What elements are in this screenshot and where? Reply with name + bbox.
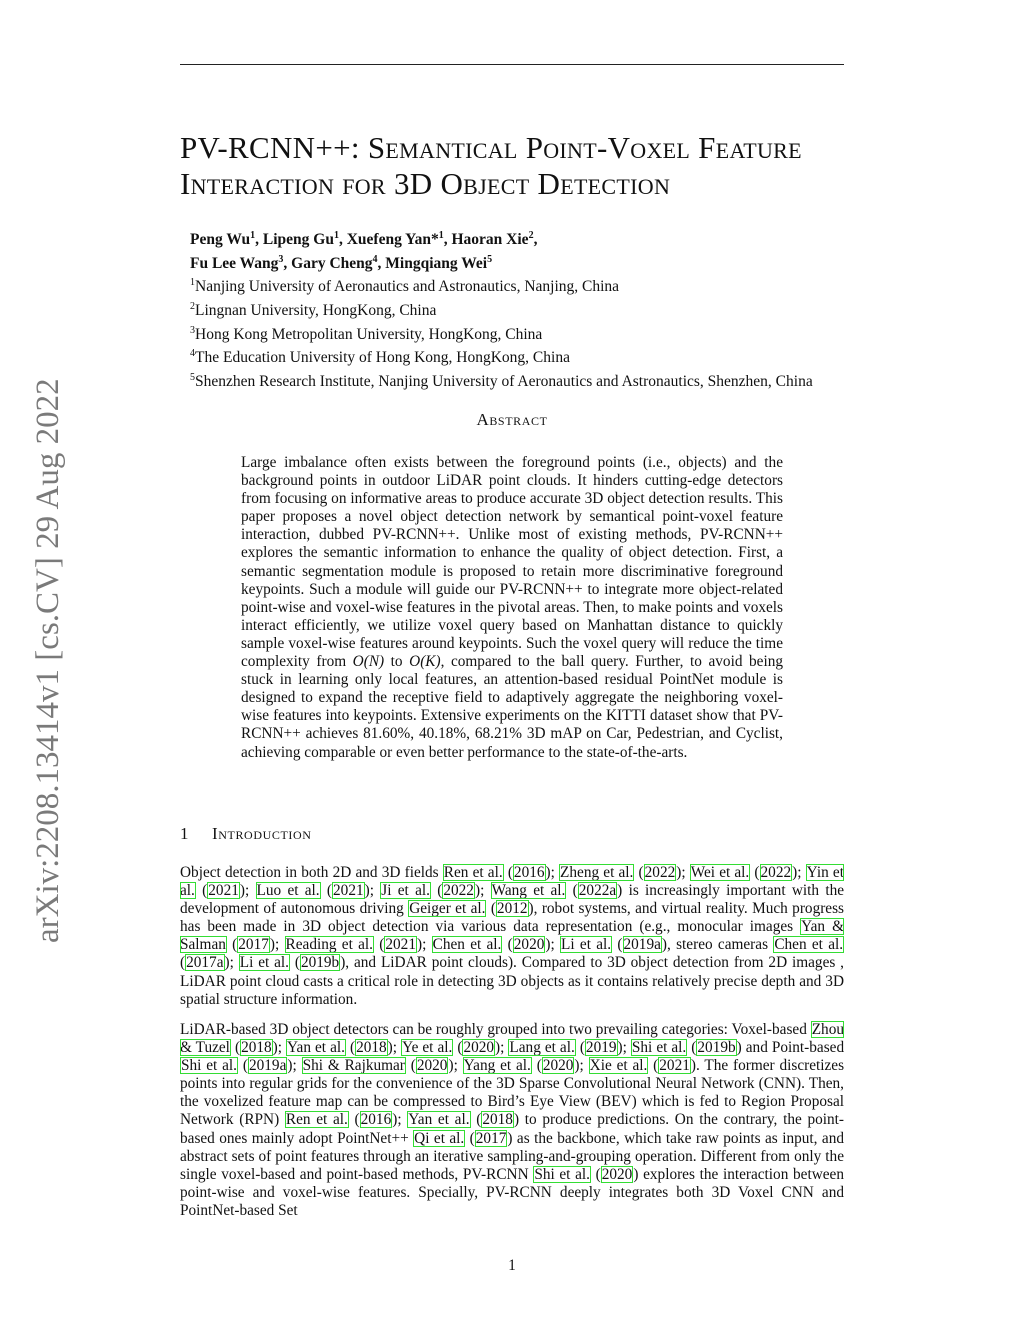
text-run: ; xyxy=(797,864,806,881)
citation: Yan & Salman (2017) xyxy=(180,918,844,954)
citation-author-link[interactable]: Yan et al. xyxy=(408,1111,470,1129)
citation-year-link[interactable]: 2019 xyxy=(585,1039,617,1057)
citation-author-link[interactable]: Shi et al. xyxy=(181,1057,238,1075)
citation-year-link[interactable]: 2018 xyxy=(482,1111,513,1129)
citation-author-link[interactable]: Wei et al. xyxy=(690,864,750,881)
author-affiliation-mark: 1 xyxy=(250,230,256,241)
text-run: ; xyxy=(579,1057,589,1075)
math-expression: O(N) xyxy=(352,653,385,671)
affiliation-mark: 1 xyxy=(190,277,195,289)
text-run: . The former discretizes points into regular grids for the convenience of the 3D Sparse Convolutional Neural Network (CNN). Then, the voxelized feature map can be compressed to Bird’s Eye View (BEV) which is fed to Region Proposal Network (RPN) xyxy=(180,1057,845,1129)
author-affiliation-mark: 5 xyxy=(487,253,493,265)
citation-author-link[interactable]: Chen et al. xyxy=(774,936,844,954)
citation: Zheng et al. (2022) xyxy=(560,864,682,881)
citation-author-link[interactable]: Yan & Salman xyxy=(180,918,844,954)
affiliation xyxy=(190,273,880,297)
citation: Luo et al. (2021) xyxy=(256,882,370,900)
title-line-1: PV-RCNN++: Semantical Point-Voxel Feature xyxy=(180,130,802,165)
citation-author-link[interactable]: Yan et al. xyxy=(287,1039,345,1057)
citation-year-link[interactable]: 2018 xyxy=(356,1039,387,1057)
text-run: , robot systems, and virtual reality. Much progress has been made in 3D object detection via various data representation (e.g., monocular images xyxy=(180,900,845,936)
citation-author-link[interactable]: Shi et al. xyxy=(631,1039,687,1057)
text-run: ; xyxy=(500,1039,509,1057)
citation-year-link[interactable]: 2021 xyxy=(385,936,416,954)
affiliation-text: Hong Kong Metropolitan University, HongKong, China xyxy=(195,325,543,343)
citation: Lang et al. (2019) xyxy=(509,1039,623,1057)
citation-author-link[interactable]: Ren et al. xyxy=(443,864,503,881)
text-run: ; xyxy=(229,954,239,972)
text-run: Large imbalance often exists between the foreground points (i.e., objects) and the background points in outdoor LiDAR point clouds. It hinders cutting-edge detectors from focusing on informative areas to produce accurate 3D object detection results. This paper proposes a novel object detection network by semantical point-voxel feature interaction, dubbed PV-RCNN++. Unlike most of existing methods, PV-RCNN++ explores the semantic information to enhance the quality of object detection. First, a semantic segmentation module is proposed to retain more discriminative foreground keypoints. Such a module will guide our PV-RCNN++ to integrate more object-related point-wise and voxel-wise features in the pivotal areas. Then, to make points and voxels interact efficiently, we utilize voxel query based on Manhattan distance to quickly sample voxel-wise features around keypoints. Such the voxel query will reduce the time complexity from xyxy=(241,454,783,671)
affiliation-mark: 5 xyxy=(190,371,195,383)
citation-year-link[interactable]: 2020 xyxy=(601,1165,633,1183)
citation-year-link[interactable]: 2021 xyxy=(333,882,364,900)
text-run: ; xyxy=(480,882,491,900)
citation-year-link[interactable]: 2020 xyxy=(416,1057,448,1075)
text-run: Object detection in both 2D and 3D fields xyxy=(180,864,443,881)
citation-author-link[interactable]: Reading et al. xyxy=(285,936,373,954)
affiliation xyxy=(190,344,880,368)
citation-year-link[interactable]: 2021 xyxy=(659,1057,690,1075)
citation: Chen et al. (2020) xyxy=(432,936,551,954)
citation-author-link[interactable]: Qi et al. xyxy=(414,1129,465,1147)
citation: Ji et al. (2022) xyxy=(381,882,481,900)
author-name: Haoran Xie xyxy=(451,231,529,249)
citation-author-link[interactable]: Chen et al. xyxy=(432,936,502,954)
citation-author-link[interactable]: Yang et al. xyxy=(463,1057,531,1075)
citation-year-link[interactable]: 2022 xyxy=(443,882,474,900)
citation-year-link[interactable]: 2019b xyxy=(697,1039,736,1057)
author-affiliation-mark: 1 xyxy=(438,230,444,241)
text-run: , stereo cameras xyxy=(667,936,774,954)
citation-year-link[interactable]: 2020 xyxy=(542,1057,574,1075)
affiliation-text: The Education University of Hong Kong, HongKong, China xyxy=(195,349,570,367)
text-run: ; xyxy=(550,936,561,954)
citation-author-link[interactable]: Ye et al. xyxy=(402,1039,453,1057)
text-run: ; xyxy=(392,1039,402,1057)
text-run: LiDAR-based 3D object detectors can be roughly grouped into two prevailing categories: Voxel-based xyxy=(180,1021,811,1038)
author-affiliation-mark: 1 xyxy=(333,230,339,241)
citation-author-link[interactable]: Ji et al. xyxy=(381,882,430,900)
citation-author-link[interactable]: Wang et al. xyxy=(491,882,566,900)
citation-year-link[interactable]: 2016 xyxy=(513,864,545,881)
section-number: 1 xyxy=(180,824,190,843)
citation: Xie et al. (2021) xyxy=(589,1057,696,1075)
affiliation-mark: 2 xyxy=(190,300,195,312)
affiliation-mark: 3 xyxy=(190,324,195,336)
citation: Yan et al. (2018) xyxy=(408,1111,520,1129)
citation: Shi et al. (2019b) xyxy=(631,1039,742,1057)
author-block xyxy=(190,226,880,392)
affiliation-text: Lingnan University, HongKong, China xyxy=(195,302,437,320)
citation: Li et al. (2019b) xyxy=(239,954,346,972)
citation: Ren et al. (2016) xyxy=(285,1111,398,1129)
text-run: ; xyxy=(681,864,690,881)
citation-author-link[interactable]: Li et al. xyxy=(561,936,612,954)
text-run: ; xyxy=(277,1039,287,1057)
text-run: ; xyxy=(453,1057,463,1075)
citation: Yin et al. (2021) xyxy=(180,864,844,900)
title-line-2: Interaction for 3D Object Detection xyxy=(180,166,671,201)
author-name: Lipeng Gu xyxy=(262,231,334,249)
citation: Yan et al. (2018) xyxy=(287,1039,393,1057)
affiliation xyxy=(190,368,880,392)
citation-author-link[interactable]: Zheng et al. xyxy=(560,864,634,881)
citation-author-link[interactable]: Li et al. xyxy=(239,954,289,972)
citation: Shi & Rajkumar (2020) xyxy=(302,1057,454,1075)
citation-year-link[interactable]: 2017 xyxy=(238,936,269,954)
citation-year-link[interactable]: 2017a xyxy=(186,954,224,972)
affiliation-text: Shenzhen Research Institute, Nanjing University of Aeronautics and Astronautics, Shenzhen, China xyxy=(195,373,813,391)
citation: Wang et al. (2022a) xyxy=(491,882,623,900)
text-run: ; xyxy=(274,936,285,954)
citation-year-link[interactable]: 2022a xyxy=(578,882,617,900)
author-affiliation-mark: 3 xyxy=(278,253,284,265)
header-rule xyxy=(180,64,844,65)
arxiv-identifier-stamp[interactable]: arXiv:2208.13414v1 [cs.CV] 29 Aug 2022 xyxy=(30,378,66,943)
text-run: ; xyxy=(622,1039,631,1057)
citation-year-link[interactable]: 2021 xyxy=(208,882,239,900)
citation: Chen et al. (2017a) xyxy=(180,936,844,972)
citation-year-link[interactable]: 2018 xyxy=(241,1039,272,1057)
text-run: as the backbone, which take raw points as input, and abstract sets of point features through an iterative sampling-and-grouping operation. Different from only the single voxel-based and point-based methods, PV-RCNN xyxy=(180,1129,844,1183)
text-run: , compared to the ball query. Further, to avoid being stuck in learning only local features, an attention-based residual PointNet module is designed to expand the receptive field to adaptively aggregate the neighboring voxel-wise features into keypoints. Extensive experiments on the KITTI dataset show that PV-RCNN++ achieves 81.60%, 40.18%, 68.21% 3D mAP on Car, Pedestrian, and Cyclist, achieving comparable or even better performance to the state-of-the-arts. xyxy=(241,653,784,761)
citation-author-link[interactable]: Lang et al. xyxy=(509,1039,575,1057)
section-title: Introduction xyxy=(212,824,312,843)
text-run: and Point-based xyxy=(741,1039,845,1057)
citation: Geiger et al. (2012) xyxy=(409,900,534,918)
citation-year-link[interactable]: 2020 xyxy=(463,1039,495,1057)
citation-author-link[interactable]: Ren et al. xyxy=(285,1111,348,1129)
text-run: ; xyxy=(369,882,381,900)
citation-author-link[interactable]: Xie et al. xyxy=(589,1057,648,1075)
citation-year-link[interactable]: 2022 xyxy=(644,864,676,881)
author-affiliation-mark: 2 xyxy=(528,230,534,241)
text-run: ; xyxy=(244,882,256,900)
author-name: Xuefeng Yan* xyxy=(346,231,439,249)
affiliation-mark: 4 xyxy=(190,348,195,360)
text-run: to produce predictions. On the contrary, the point-based ones mainly adopt PointNet++ xyxy=(180,1111,844,1147)
text-run: explores the interaction between point-wise and voxel-wise features. Specially, PV-RCNN deeply integrates both 3D Voxel CNN and PointNet-based Set xyxy=(180,1165,844,1219)
citation: Reading et al. (2021) xyxy=(285,936,423,954)
intro-paragraph-1 xyxy=(180,864,844,1009)
citation-year-link[interactable]: 2020 xyxy=(513,936,545,954)
page-number: 1 xyxy=(508,1257,516,1274)
citation-author-link[interactable]: Shi et al. xyxy=(534,1165,590,1183)
paper-title xyxy=(180,130,860,202)
citation-year-link[interactable]: 2019a xyxy=(623,936,661,954)
affiliation xyxy=(190,321,880,345)
citation-author-link[interactable]: Shi & Rajkumar xyxy=(302,1057,405,1075)
text-run: , and LiDAR point clouds). Compared to 3D object detection from 2D images , LiDAR point cloud casts a critical role in detecting 3D objects as it contains relatively precise depth and 3D spatial structure information. xyxy=(180,954,844,1008)
text-run: ; xyxy=(550,864,560,881)
citation-year-link[interactable]: 2016 xyxy=(360,1111,392,1129)
text-run: ; xyxy=(422,936,432,954)
abstract-heading: Abstract xyxy=(476,410,548,429)
author-name: Gary Cheng xyxy=(291,254,373,272)
citation: Ye et al. (2020) xyxy=(402,1039,501,1057)
citation-author-link[interactable]: Geiger et al. xyxy=(409,900,486,918)
citation-author-link[interactable]: Zhou & Tuzel xyxy=(180,1021,844,1057)
citation-author-link[interactable]: Yin et al. xyxy=(180,864,844,900)
citation-year-link[interactable]: 2022 xyxy=(760,864,792,881)
citation: Li et al. (2019a) xyxy=(561,936,667,954)
affiliation xyxy=(190,297,880,321)
citation-year-link[interactable]: 2019a xyxy=(248,1057,287,1075)
citation: Yang et al. (2020) xyxy=(463,1057,580,1075)
author-name: Fu Lee Wang xyxy=(190,254,279,272)
author-name: Mingqiang Wei xyxy=(385,254,488,272)
text-run: ; xyxy=(292,1057,302,1075)
citation: Qi et al. (2017) xyxy=(414,1129,513,1147)
author-name: Peng Wu xyxy=(190,231,251,249)
citation: Shi et al. (2020) xyxy=(534,1165,639,1183)
abstract-body xyxy=(241,454,783,762)
intro-paragraph-2 xyxy=(180,1021,844,1220)
citation: Ren et al. (2016) xyxy=(443,864,551,881)
citation: Shi et al. (2019a) xyxy=(181,1057,293,1075)
author-affiliation-mark: 4 xyxy=(372,253,378,265)
text-run: ; xyxy=(397,1111,408,1129)
citation-year-link[interactable]: 2012 xyxy=(496,900,528,918)
math-expression: O(K) xyxy=(409,653,441,671)
citation-author-link[interactable]: Luo et al. xyxy=(256,882,320,900)
citation-year-link[interactable]: 2017 xyxy=(475,1129,507,1147)
citation-year-link[interactable]: 2019b xyxy=(300,954,340,972)
citation: Zhou & Tuzel (2018) xyxy=(180,1021,844,1057)
text-run: is increasingly important with the development of autonomous driving xyxy=(180,882,845,918)
affiliation-text: Nanjing University of Aeronautics and Astronautics, Nanjing, China xyxy=(195,278,620,296)
text-run: to xyxy=(384,653,410,671)
author-list-line-2: Fu Lee Wang$^3$, Gary Cheng$^4$, Mingqiang Wei$^5$ xyxy=(190,253,493,272)
citation: Wei et al. (2022) xyxy=(690,864,798,881)
author-list-line-1: Peng Wu$^1$, Lipeng Gu$^1$, Xuefeng Yan*$^1$, Haoran Xie$^2$, xyxy=(190,230,538,249)
section-heading-introduction xyxy=(180,824,844,844)
